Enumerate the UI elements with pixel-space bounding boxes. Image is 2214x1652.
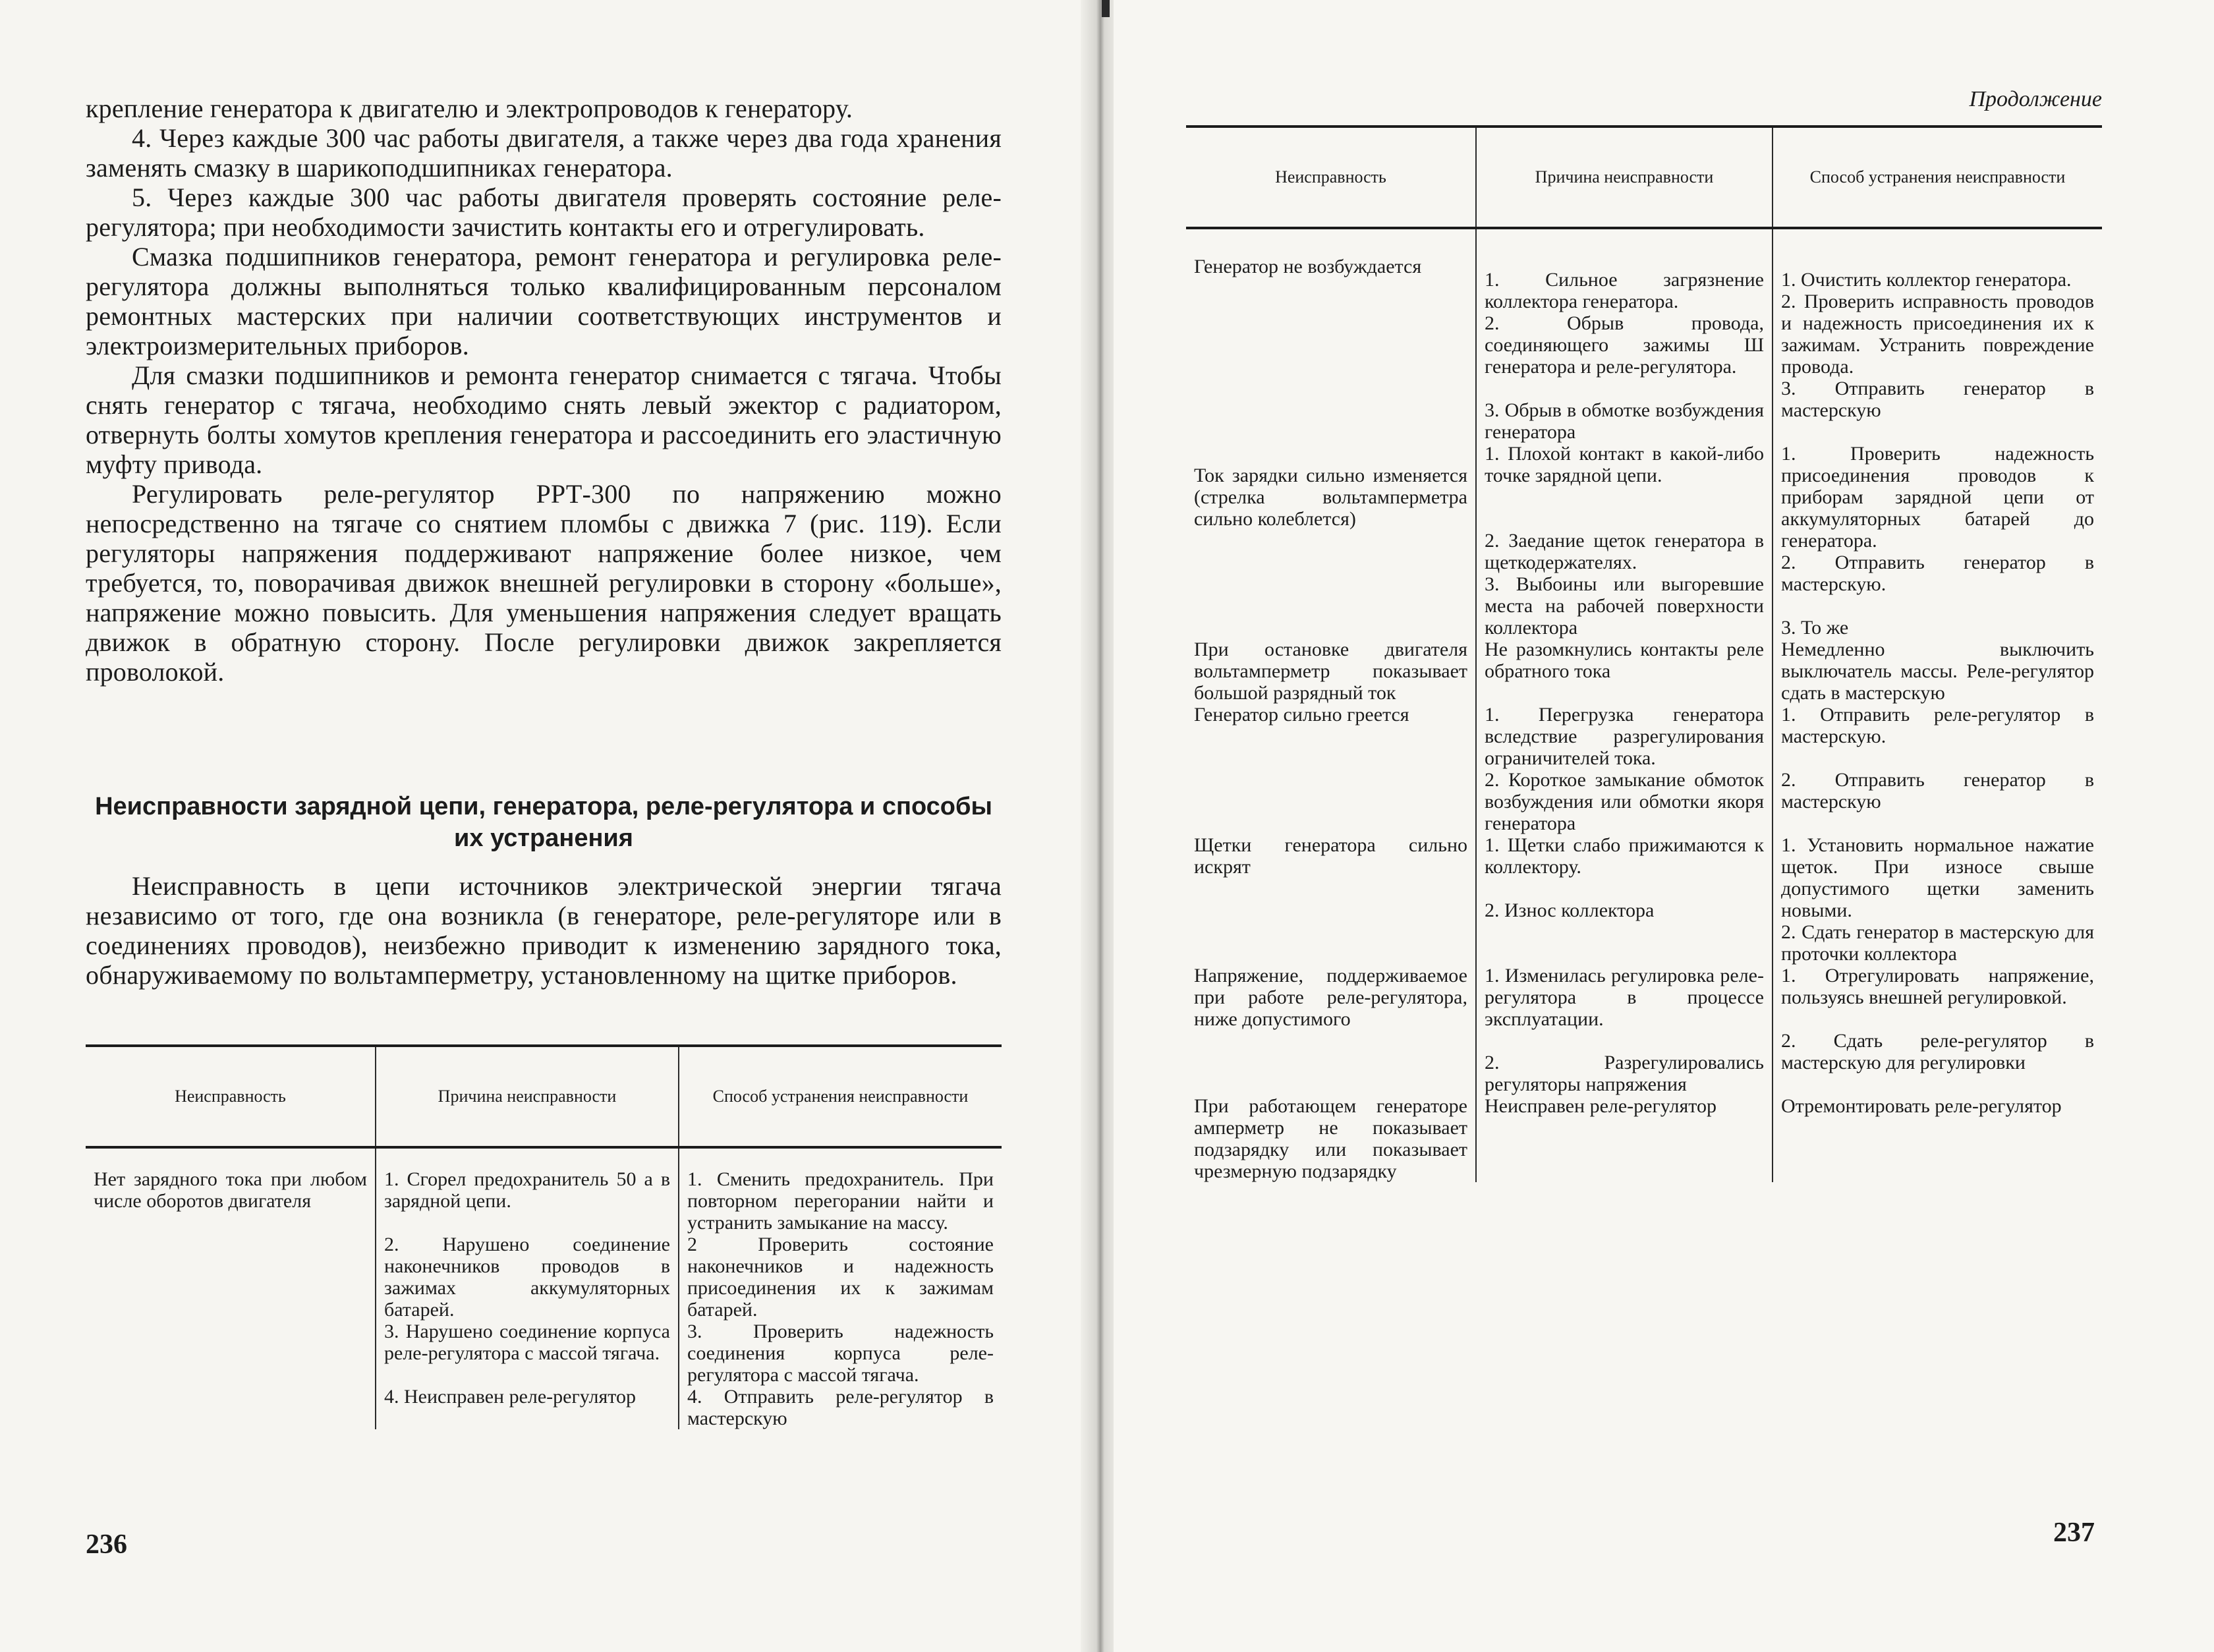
cause-item: 1. Изменилась регулировка реле-регулятора в процессе эксплуатации.: [1485, 965, 1764, 1030]
cause-cell: [1476, 228, 1773, 443]
remedy-item: 3. Проверить надежность соединения корпуса реле-регулятора с массой тягача.: [687, 1321, 994, 1386]
cause-item: Неисправен реле-регулятор: [1485, 1095, 1717, 1117]
fault-text: При остановке двигателя вольтамперметр показывает большой разрядный ток: [1194, 639, 1467, 704]
remedy-cell: [1773, 443, 2102, 639]
remedy-cell: [1773, 704, 2102, 834]
table-row: [1186, 639, 2102, 704]
fault-text: Ток зарядки сильно изменяется (стрелка вольтамперметра сильно колеблется): [1194, 465, 1467, 530]
cause-item: 1. Сильное загрязнение коллектора генератора.: [1485, 269, 1764, 312]
fault-text: Нет зарядного тока при любом числе оборотов двигателя: [94, 1168, 367, 1212]
paragraph: Смазка подшипников генератора, ремонт генератора и регулировка реле-регулятора должны выполняться только квалифицированным персоналом ремонтных мастерских при наличии соответствующих инструментов и электроизмерительных приборов.: [86, 242, 1002, 360]
cause-item: 3. Выбоины или выгоревшие места на рабочей поверхности коллектора: [1485, 573, 1764, 639]
section-heading: Неисправности зарядной цепи, генератора, реле-регулятора и способы их устранения: [95, 793, 992, 852]
remedy-cell: [1773, 834, 2102, 965]
cause-item: 3. Обрыв в обмотке возбуждения генератора: [1485, 399, 1764, 443]
page-number: 236: [86, 1529, 127, 1560]
column-header-fault: Неисправность: [86, 1046, 376, 1147]
cause-item: 2. Износ коллектора: [1485, 899, 1655, 921]
fault-cell: [1186, 639, 1476, 704]
cause-item: 1. Перегрузка генератора вследствие разрегулирования ограничителей тока.: [1485, 704, 1764, 769]
remedy-item: 1. Установить нормальное нажатие щеток. При износе свыше допустимого щетки заменить новыми.: [1781, 834, 2094, 921]
cause-item: 1. Плохой контакт в какой-либо точке зарядной цепи.: [1485, 443, 1764, 486]
remedy-item: 1. Отрегулировать напряжение, пользуясь внешней регулировкой.: [1781, 965, 2094, 1008]
fault-table-continued: [1186, 125, 2102, 1182]
fault-text: Генератор сильно греется: [1194, 704, 1409, 726]
remedy-item: 1. Отправить реле-регулятор в мастерскую.: [1781, 704, 2094, 747]
remedy-cell: [1773, 965, 2102, 1095]
fault-cell: [1186, 1095, 1476, 1182]
cause-cell: [1476, 834, 1773, 965]
page-number: 237: [2053, 1518, 2095, 1548]
fault-text: Генератор не возбуждается: [1194, 256, 1422, 277]
paragraph: Регулировать реле-регулятор РРТ-300 по напряжению можно непосредственно на тягаче со снятием пломбы с движка 7 (рис. 119). Если регуляторы напряжения поддерживают напряжение более низкое, чем требуется, то, поворачивая движок внешней регулировки в сторону «больше», напряжение можно повысить. Для уменьшения напряжения следует вращать движок в обратную сторону. После регулировки движок закрепляется проволокой.: [86, 479, 1002, 687]
paragraph: крепление генератора к двигателю и электропроводов к генератору.: [86, 94, 853, 123]
cause-cell: [1476, 1095, 1773, 1182]
cause-cell: [1476, 443, 1773, 639]
cause-cell: [1476, 704, 1773, 834]
remedy-item: 2. Отправить генератор в мастерскую.: [1781, 552, 2094, 595]
cause-item: 1. Щетки слабо прижимаются к коллектору.: [1485, 834, 1764, 878]
fault-text: При работающем генераторе амперметр не показывает подзарядку или показывает чрезмерную подзарядку: [1194, 1095, 1467, 1182]
table-row: [1186, 704, 2102, 834]
remedy-item: Немедленно выключить выключатель массы. Реле-регулятор сдать в мастерскую: [1781, 639, 2094, 704]
column-header-cause: Причина неисправности: [1476, 127, 1773, 228]
body-text: [86, 94, 1002, 687]
cause-item: Не разомкнулись контакты реле обратного тока: [1485, 639, 1764, 682]
fault-cell: [1186, 834, 1476, 965]
cause-cell: [376, 1147, 679, 1429]
remedy-cell: [1773, 1095, 2102, 1182]
table-row: [86, 1147, 1002, 1429]
fault-text: Щетки генератора сильно искрят: [1194, 834, 1467, 878]
paragraph: Для смазки подшипников и ремонта генератор снимается с тягача. Чтобы снять генератор с тягача, необходимо снять левый эжектор с радиатором, отвернуть болты хомутов крепления генератора и рассоединить его эластичную муфту привода.: [86, 360, 1002, 479]
intro-text: [86, 871, 1002, 990]
remedy-item: 2. Проверить исправность проводов и надежность присоединения их к зажимам. Устранить повреждение провода.: [1781, 291, 2094, 378]
remedy-item: Отремонтировать реле-регулятор: [1781, 1095, 2062, 1117]
table-row: [1186, 1095, 2102, 1182]
continuation-label: Продолжение: [1969, 87, 2102, 111]
table-header-row: [1186, 127, 2102, 228]
remedy-cell: [1773, 228, 2102, 443]
table-row: [1186, 443, 2102, 639]
remedy-item: 1. Очистить коллектор генератора.: [1781, 269, 2072, 291]
remedy-item: 2. Сдать реле-регулятор в мастерскую для регулировки: [1781, 1030, 2094, 1073]
table-row: [1186, 965, 2102, 1095]
fault-cell: [1186, 228, 1476, 443]
page-left: [0, 0, 1087, 1652]
column-header-cause: Причина неисправности: [376, 1046, 679, 1147]
remedy-item: 1. Сменить предохранитель. При повторном перегорании найти и устранить замыкание на массу.: [687, 1168, 994, 1234]
cause-item: 4. Неисправен реле-регулятор: [384, 1386, 636, 1408]
cause-item: 2. Обрыв провода, соединяющего зажимы Ш генератора и реле-регулятора.: [1485, 312, 1764, 378]
table-row: [1186, 228, 2102, 443]
paragraph: 4. Через каждые 300 час работы двигателя, а также через два года хранения заменять смазку в шарикоподшипниках генератора.: [86, 123, 1002, 183]
fault-cell: [1186, 965, 1476, 1095]
remedy-item: 2. Отправить генератор в мастерскую: [1781, 769, 2094, 812]
remedy-item: 1. Проверить надежность присоединения проводов к приборам зарядной цепи от аккумуляторных батарей до генератора.: [1781, 443, 2094, 552]
column-header-remedy: Способ устранения неисправности: [679, 1046, 1002, 1147]
fault-cell: [86, 1147, 376, 1429]
paragraph: 5. Через каждые 300 час работы двигателя проверять состояние реле-регулятора; при необходимости зачистить контакты его и отрегулировать.: [86, 183, 1002, 242]
cause-item: 2. Короткое замыкание обмоток возбуждения или обмотки якоря генератора: [1485, 769, 1764, 834]
remedy-cell: [1773, 639, 2102, 704]
cause-item: 2. Заедание щеток генератора в щеткодержателях.: [1485, 530, 1764, 573]
table-header-row: [86, 1046, 1002, 1147]
cause-item: 3. Нарушено соединение корпуса реле-регулятора с массой тягача.: [384, 1321, 670, 1364]
cause-cell: [1476, 639, 1773, 704]
cause-item: 2. Нарушено соединение наконечников проводов в зажимах аккумуляторных батарей.: [384, 1234, 670, 1321]
table-row: [1186, 834, 2102, 965]
fault-text: Напряжение, поддерживаемое при работе реле-регулятора, ниже допустимого: [1194, 965, 1467, 1030]
remedy-item: 2. Сдать генератор в мастерскую для проточки коллектора: [1781, 921, 2094, 965]
fault-cell: [1186, 704, 1476, 834]
remedy-item: 3. То же: [1781, 617, 1849, 639]
column-header-remedy: Способ устранения неисправности: [1773, 127, 2102, 228]
cause-cell: [1476, 965, 1773, 1095]
fault-table: [86, 1044, 1002, 1429]
binding-mark: [1102, 0, 1110, 17]
remedy-item: 2 Проверить состояние наконечников и надежность присоединения их к зажимам батарей.: [687, 1234, 994, 1321]
remedy-item: 3. Отправить генератор в мастерскую: [1781, 378, 2094, 421]
column-header-fault: Неисправность: [1186, 127, 1476, 228]
cause-item: 1. Сгорел предохранитель 50 а в зарядной цепи.: [384, 1168, 670, 1212]
remedy-item: 4. Отправить реле-регулятор в мастерскую: [687, 1386, 994, 1429]
paragraph: Неисправность в цепи источников электрической энергии тягача независимо от того, где она возникла (в генераторе, реле-регуляторе или в соединениях проводов), неизбежно приводит к изменению зарядного тока, обнаруживаемому по вольтамперметру, установленному на щитке приборов.: [86, 871, 1002, 990]
cause-item: 2. Разрегулировались регуляторы напряжения: [1485, 1052, 1764, 1095]
fault-cell: [1186, 443, 1476, 639]
remedy-cell: [679, 1147, 1002, 1429]
